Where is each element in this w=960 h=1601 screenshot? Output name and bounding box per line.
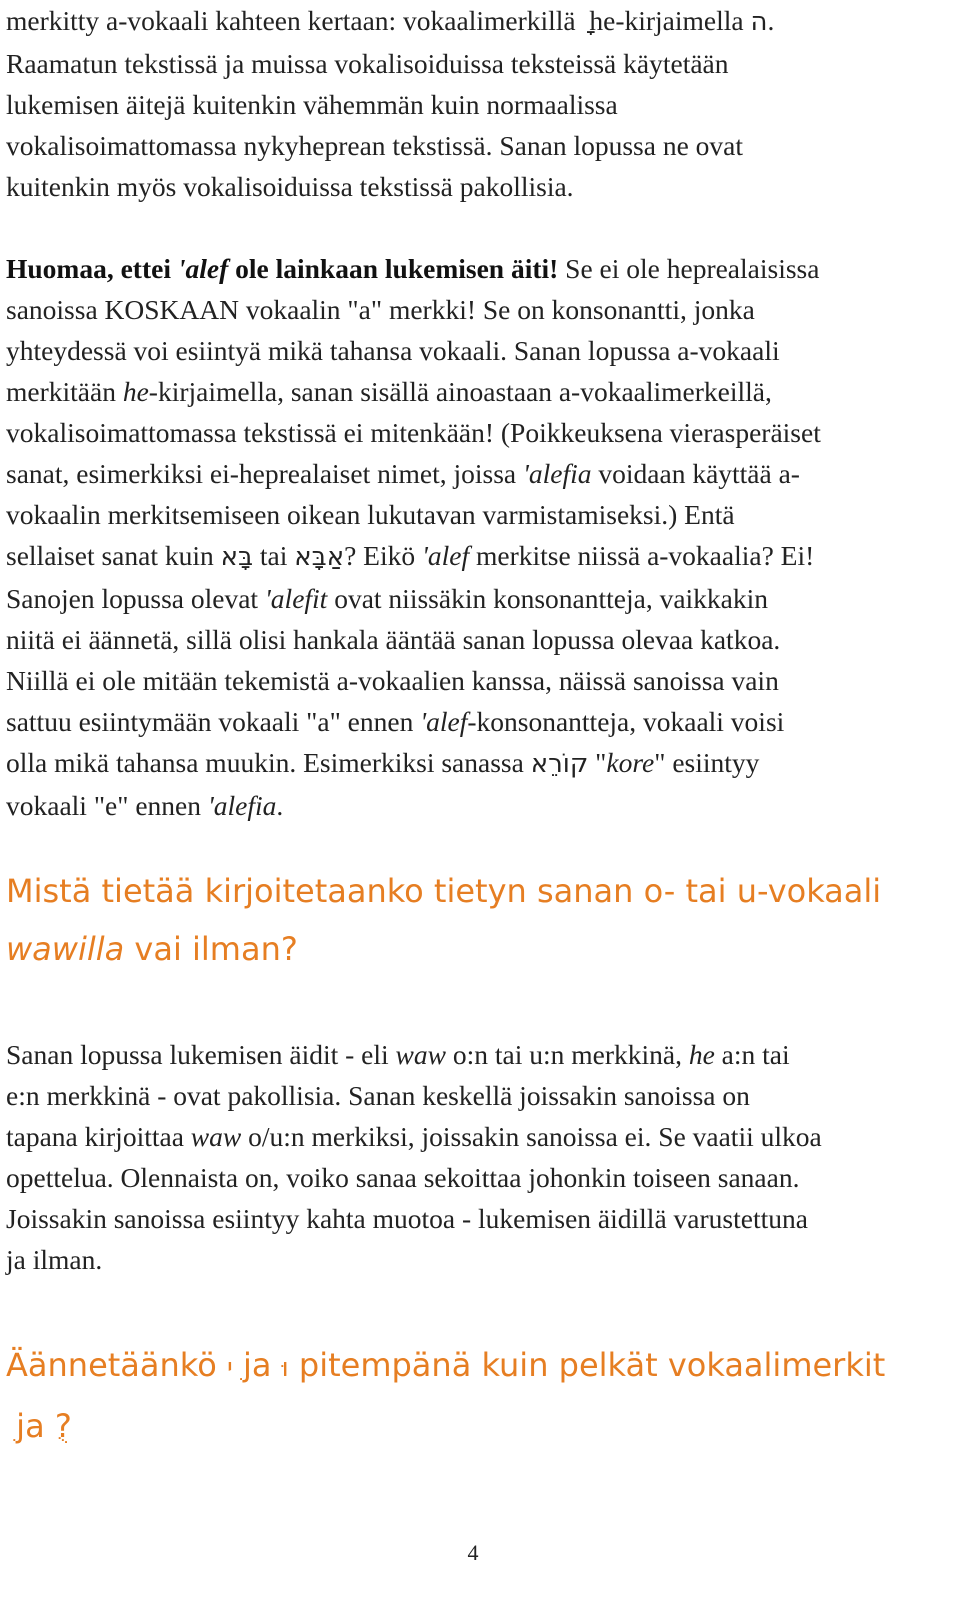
text-line: merkitään he-kirjaimella, sanan sisällä ainoastaan a-vokaalimerkeillä, — [6, 376, 772, 407]
text-line: Joissakin sanoissa esiintyy kahta muotoa - lukemisen äidillä varustettuna — [6, 1203, 808, 1234]
text-line: merkitty a-vokaali kahteen kertaan: vokaalimerkillä he-kirjaimella ה. — [6, 5, 775, 37]
text-line: vokaali "e" ennen 'alefia. — [6, 790, 284, 821]
text-line: ja ilman. — [6, 1244, 103, 1275]
emphasis-text: Huomaa, ettei 'alef ole lainkaan lukemisen äiti! — [6, 253, 559, 284]
paragraph-alef-note — [6, 248, 946, 826]
heading-line: Mistä tietää kirjoitetaanko tietyn sanan o- tai u-vokaali — [6, 872, 882, 910]
text-line: Sanan lopussa lukemisen äidit - eli waw o:n tai u:n merkkinä, he a:n tai — [6, 1039, 790, 1070]
page-number: 4 — [467, 1540, 479, 1565]
text-line: opettelua. Olennaista on, voiko sanaa sekoittaa johonkin toiseen sanaan. — [6, 1162, 800, 1193]
heading-line: ja ? — [6, 1407, 72, 1445]
text-line: olla mikä tahansa muukin. Esimerkiksi sanassa קוֹרֵא "kore" esiintyy — [6, 747, 760, 779]
hebrew-word: אַבָּא — [294, 542, 345, 572]
document-page — [6, 0, 946, 1458]
text-line: vokaalin merkitsemiseen oikean lukutavan varmistamiseksi.) Entä — [6, 499, 735, 530]
hebrew-word: בָּא — [220, 542, 254, 572]
heading-line: wawilla vai ilman? — [6, 930, 298, 968]
text-line: Sanojen lopussa olevat 'alefit ovat niissäkin konsonantteja, vaikkakin — [6, 583, 769, 614]
text-line: sattuu esiintymään vokaali "a" ennen 'alef-konsonantteja, vokaali voisi — [6, 706, 785, 737]
heading-line: Äännetäänkö ִי ja וּ pitempänä kuin pelkät vokaalimerkit — [6, 1346, 886, 1384]
text-line: Niillä ei ole mitään tekemistä a-vokaalien kanssa, näissä sanoissa vain — [6, 665, 779, 696]
text-line: yhteydessä voi esiintyä mikä tahansa vokaali. Sanan lopussa a-vokaali — [6, 335, 780, 366]
hebrew-word: קוֹרֵא — [530, 749, 589, 779]
hebrew-letter: ה — [750, 7, 768, 37]
text-line: niitä ei äännetä, sillä olisi hankala ääntää sanan lopussa olevaa katkoa. — [6, 624, 781, 655]
text-line: kuitenkin myös vokalisoiduissa tekstissä pakollisia. — [6, 171, 574, 202]
text-line: Raamatun tekstissä ja muissa vokalisoiduissa teksteissä käytetään — [6, 48, 729, 79]
section-heading-waw — [6, 862, 946, 978]
hebrew-vowel: וּ — [281, 1353, 289, 1383]
hebrew-vowel: ִי — [226, 1353, 233, 1383]
section-heading-vowels — [6, 1336, 946, 1458]
text-line: lukemisen äitejä kuitenkin vähemmän kuin normaalissa — [6, 89, 618, 120]
text-line: Huomaa, ettei 'alef ole lainkaan lukemisen äiti! Se ei ole heprealaisissa — [6, 253, 820, 284]
paragraph-waw — [6, 1034, 946, 1280]
text-line: vokalisoimattomassa nykyheprean tekstissä. Sanan lopussa ne ovat — [6, 130, 744, 161]
text-line: sellaiset sanat kuin בָּא tai אַבָּא? Eikö 'alef merkitse niissä a-vokaalia? Ei! — [6, 540, 815, 572]
text-line: tapana kirjoittaa waw o/u:n merkiksi, joissakin sanoissa ei. Se vaatii ulkoa — [6, 1121, 822, 1152]
text-line: e:n merkkinä - ovat pakollisia. Sanan keskellä joissakin sanoissa on — [6, 1080, 750, 1111]
text-line: sanat, esimerkiksi ei-heprealaiset nimet, joissa 'alefia voidaan käyttää a- — [6, 458, 800, 489]
text-line: vokalisoimattomassa tekstissä ei mitenkään! (Poikkeuksena vierasperäiset — [6, 417, 821, 448]
paragraph-intro — [6, 0, 946, 207]
text-line: sanoissa KOSKAAN vokaalin "a" merkki! Se on konsonantti, jonka — [6, 294, 755, 325]
